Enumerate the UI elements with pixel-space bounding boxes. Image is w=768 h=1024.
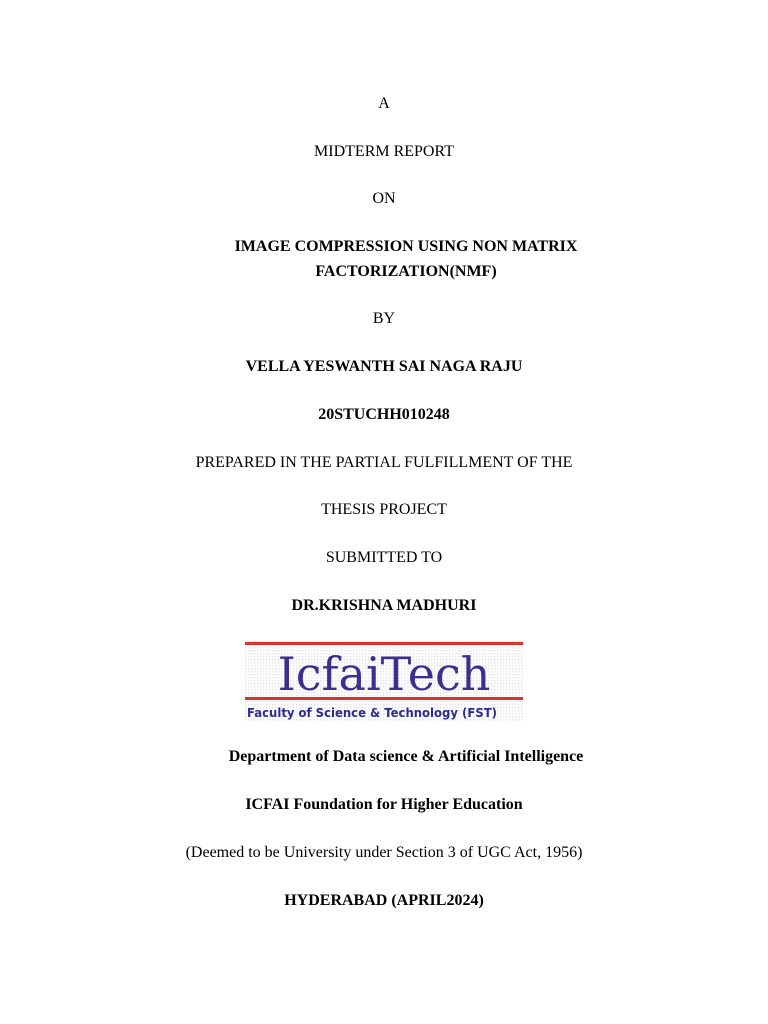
institution-name: ICFAI Foundation for Higher Education: [245, 796, 523, 813]
logo-top-rule: [245, 642, 523, 645]
report-title-line1: IMAGE COMPRESSION USING NON MATRIX: [234, 238, 578, 255]
logo-tagline: Faculty of Science & Technology (FST): [247, 705, 497, 720]
prepared-line2: THESIS PROJECT: [321, 501, 447, 518]
submitted-to: SUBMITTED TO: [325, 549, 443, 566]
logo-wordmark: IcfaiTech: [277, 647, 491, 701]
department-name: Department of Data science & Artificial Intelligence: [228, 748, 584, 765]
location-date: HYDERABAD (APRIL2024): [284, 892, 484, 909]
student-id: 20STUCHH010248: [318, 406, 450, 423]
cover-on: ON: [372, 190, 396, 207]
prepared-line1: PREPARED IN THE PARTIAL FULFILLMENT OF THE: [195, 454, 573, 471]
author-name: VELLA YESWANTH SAI NAGA RAJU: [245, 358, 523, 375]
report-title-line2: FACTORIZATION(NMF): [315, 263, 497, 280]
cover-article: A: [378, 95, 390, 112]
cover-by: BY: [372, 310, 396, 327]
supervisor-name: DR.KRISHNA MADHURI: [291, 597, 477, 614]
icfaitech-logo: [245, 641, 523, 721]
report-type: MIDTERM REPORT: [314, 143, 454, 160]
deemed-university-note: (Deemed to be University under Section 3 of UGC Act, 1956): [185, 844, 583, 861]
